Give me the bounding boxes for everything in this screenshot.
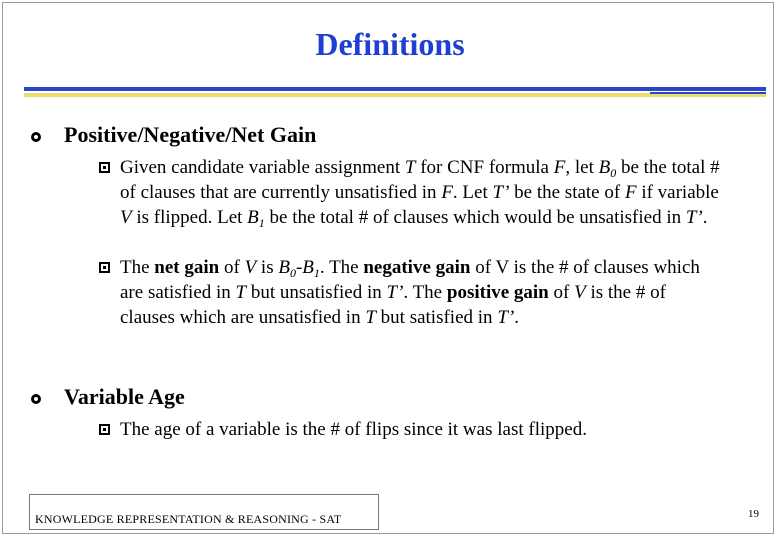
section-heading-age — [64, 384, 185, 410]
list-item-net-gain — [120, 255, 720, 330]
list-item-variable-age — [120, 417, 720, 442]
square-bullet-icon — [99, 262, 110, 273]
section-heading-text: Variable Age — [64, 384, 185, 409]
round-bullet-icon — [31, 132, 41, 142]
round-bullet-icon — [31, 394, 41, 404]
list-item-gain-definition — [120, 155, 720, 230]
title-rule-blue — [24, 87, 766, 91]
list-item-text: The net gain of V is $B_0-B_1$. The negative gain of V is the # of clauses which are satisfied in T but unsatisfied in T’. The positive gain of V is the # of clauses which are unsatisfied in T but satisfied in T’. — [120, 257, 700, 328]
square-bullet-icon — [99, 162, 110, 173]
page-number: 19 — [748, 508, 759, 520]
square-bullet-icon — [99, 424, 110, 435]
section-heading-text: Positive/Negative/Net Gain — [64, 122, 317, 147]
list-item-text: Given candidate variable assignment T for CNF formula F, let $B_0$ be the total # of clauses that are currently unsatisfied in F. Let T’ be the state of F if variable V is flipped. Let $B_1$ be the total # of clauses which would be unsatisfied in T’. — [120, 157, 720, 230]
footer-text: KNOWLEDGE REPRESENTATION & REASONING - SAT — [35, 512, 342, 526]
title-rule-accent — [650, 92, 766, 94]
section-heading-gain — [64, 122, 316, 148]
list-item-text: The age of a variable is the # of flips since it was last flipped. — [120, 419, 587, 440]
slide-title: Definitions — [315, 26, 465, 62]
